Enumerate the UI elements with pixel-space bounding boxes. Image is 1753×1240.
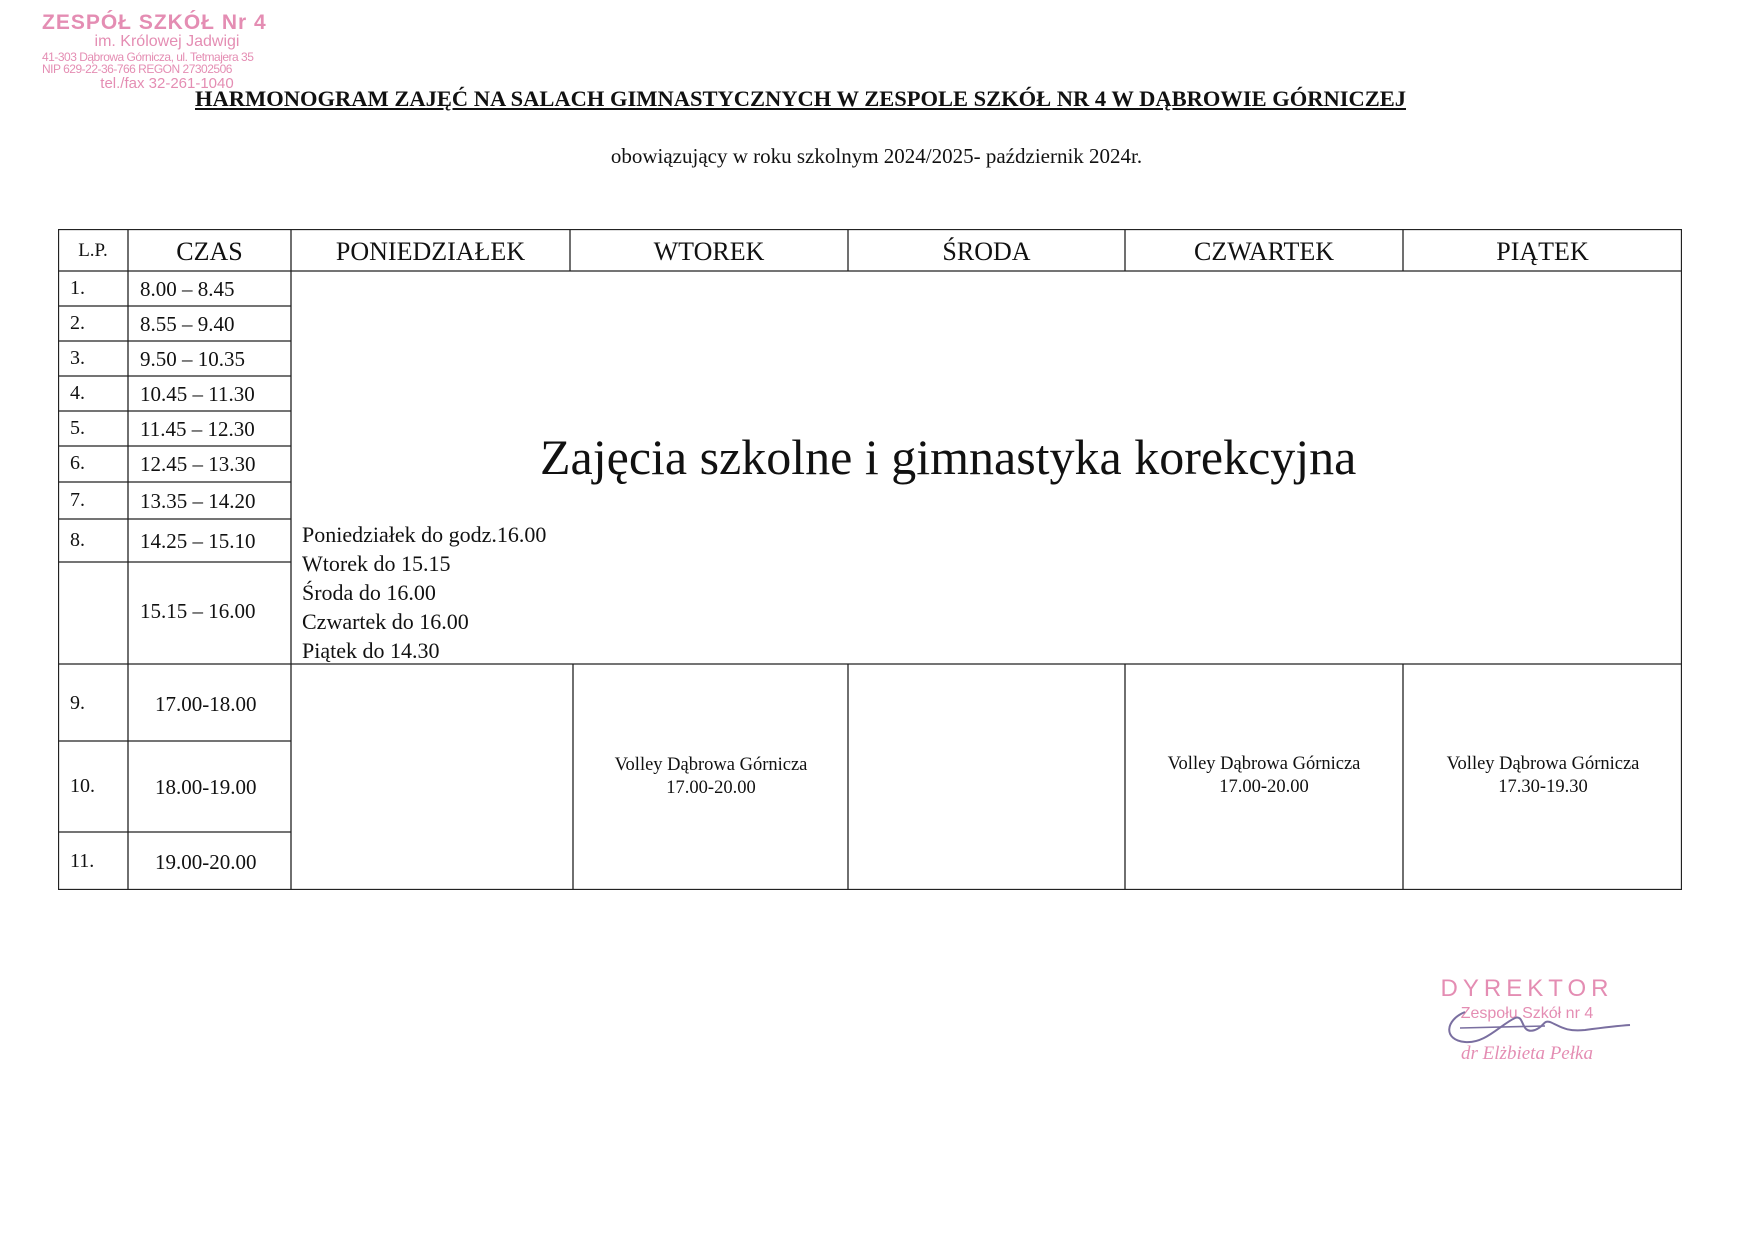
header-czwartek: CZWARTEK [1194,237,1334,266]
row-number: 7. [70,489,85,511]
row-time: 10.45 – 11.30 [140,382,255,406]
header-piatek: PIĄTEK [1496,237,1589,266]
row-time: 11.45 – 12.30 [140,417,255,441]
row-time: 19.00-20.00 [155,850,257,874]
row-number: 6. [70,452,85,474]
note-line: Czwartek do 16.00 [302,609,469,634]
school-stamp [42,12,292,92]
row-number: 10. [70,775,95,797]
club-cell-wtorek [573,754,849,800]
row-number: 3. [70,347,85,369]
header-czas: CZAS [176,237,243,266]
row-time: 15.15 – 16.00 [140,599,256,623]
document-title: HARMONOGRAM ZAJĘĆ NA SALACH GIMNASTYCZNYCH W ZESPOLE SZKÓŁ NR 4 W DĄBROWIE GÓRNICZEJ [195,86,1407,111]
club-name: Volley Dąbrowa Górnicza [1167,754,1361,774]
note-line: Środa do 16.00 [302,580,436,605]
row-time: 8.55 – 9.40 [140,312,235,336]
club-time: 17.30-19.30 [1498,777,1588,797]
stamp-nip-regon: NIP 629-22-36-766 REGON 27302506 [42,62,232,77]
header-sroda: ŚRODA [942,237,1031,266]
row-number: 4. [70,382,85,404]
row-number: 5. [70,417,85,439]
club-time: 17.00-20.00 [666,778,756,798]
stamp-phone: tel./fax 32-261-1040 [100,75,234,93]
club-cell-czwartek [1126,753,1402,799]
header-lp: L.P. [78,240,108,261]
row-time: 13.35 – 14.20 [140,489,256,513]
club-time: 17.00-20.00 [1219,777,1309,797]
club-cell-piatek [1405,753,1681,799]
header-wtorek: WTOREK [653,237,765,266]
row-time: 14.25 – 15.10 [140,529,256,553]
row-time: 9.50 – 10.35 [140,347,245,371]
row-number: 9. [70,692,85,714]
stamp-director-name: dr Elżbieta Pełka [1461,1043,1593,1064]
club-name: Volley Dąbrowa Górnicza [614,755,808,775]
row-time: 17.00-18.00 [155,692,257,716]
row-number: 8. [70,529,85,551]
handwritten-signature [1425,990,1645,1060]
note-line: Piątek do 14.30 [302,638,440,663]
document-subtitle: obowiązujący w roku szkolnym 2024/2025- październik 2024r. [610,144,1143,168]
row-number: 2. [70,312,85,334]
stamp-director-title: DYREKTOR [1440,975,1614,1002]
club-name: Volley Dąbrowa Górnicza [1446,754,1640,774]
row-number: 1. [70,277,85,299]
stamp-patron: im. Królowej Jadwigi [94,33,240,51]
stamp-address: 41-303 Dąbrowa Górnicza, ul. Tetmajera 35 [42,49,254,64]
stamp-school-name: ZESPÓŁ SZKÓŁ Nr 4 [42,11,267,34]
stamp-director-school: Zespołu Szkół nr 4 [1460,1005,1594,1022]
row-time: 12.45 – 13.30 [140,452,256,476]
row-time: 18.00-19.00 [155,775,257,799]
schedule-table [58,229,1682,890]
header-poniedzialek: PONIEDZIAŁEK [335,237,526,266]
note-line: Poniedziałek do godz.16.00 [302,522,547,547]
row-number: 11. [70,850,95,872]
school-activities-label: Zajęcia szkolne i gimnastyka korekcyjna [540,429,1357,485]
row-time: 8.00 – 8.45 [140,277,235,301]
note-line: Wtorek do 15.15 [302,551,451,576]
school-hours-notes [302,520,546,665]
